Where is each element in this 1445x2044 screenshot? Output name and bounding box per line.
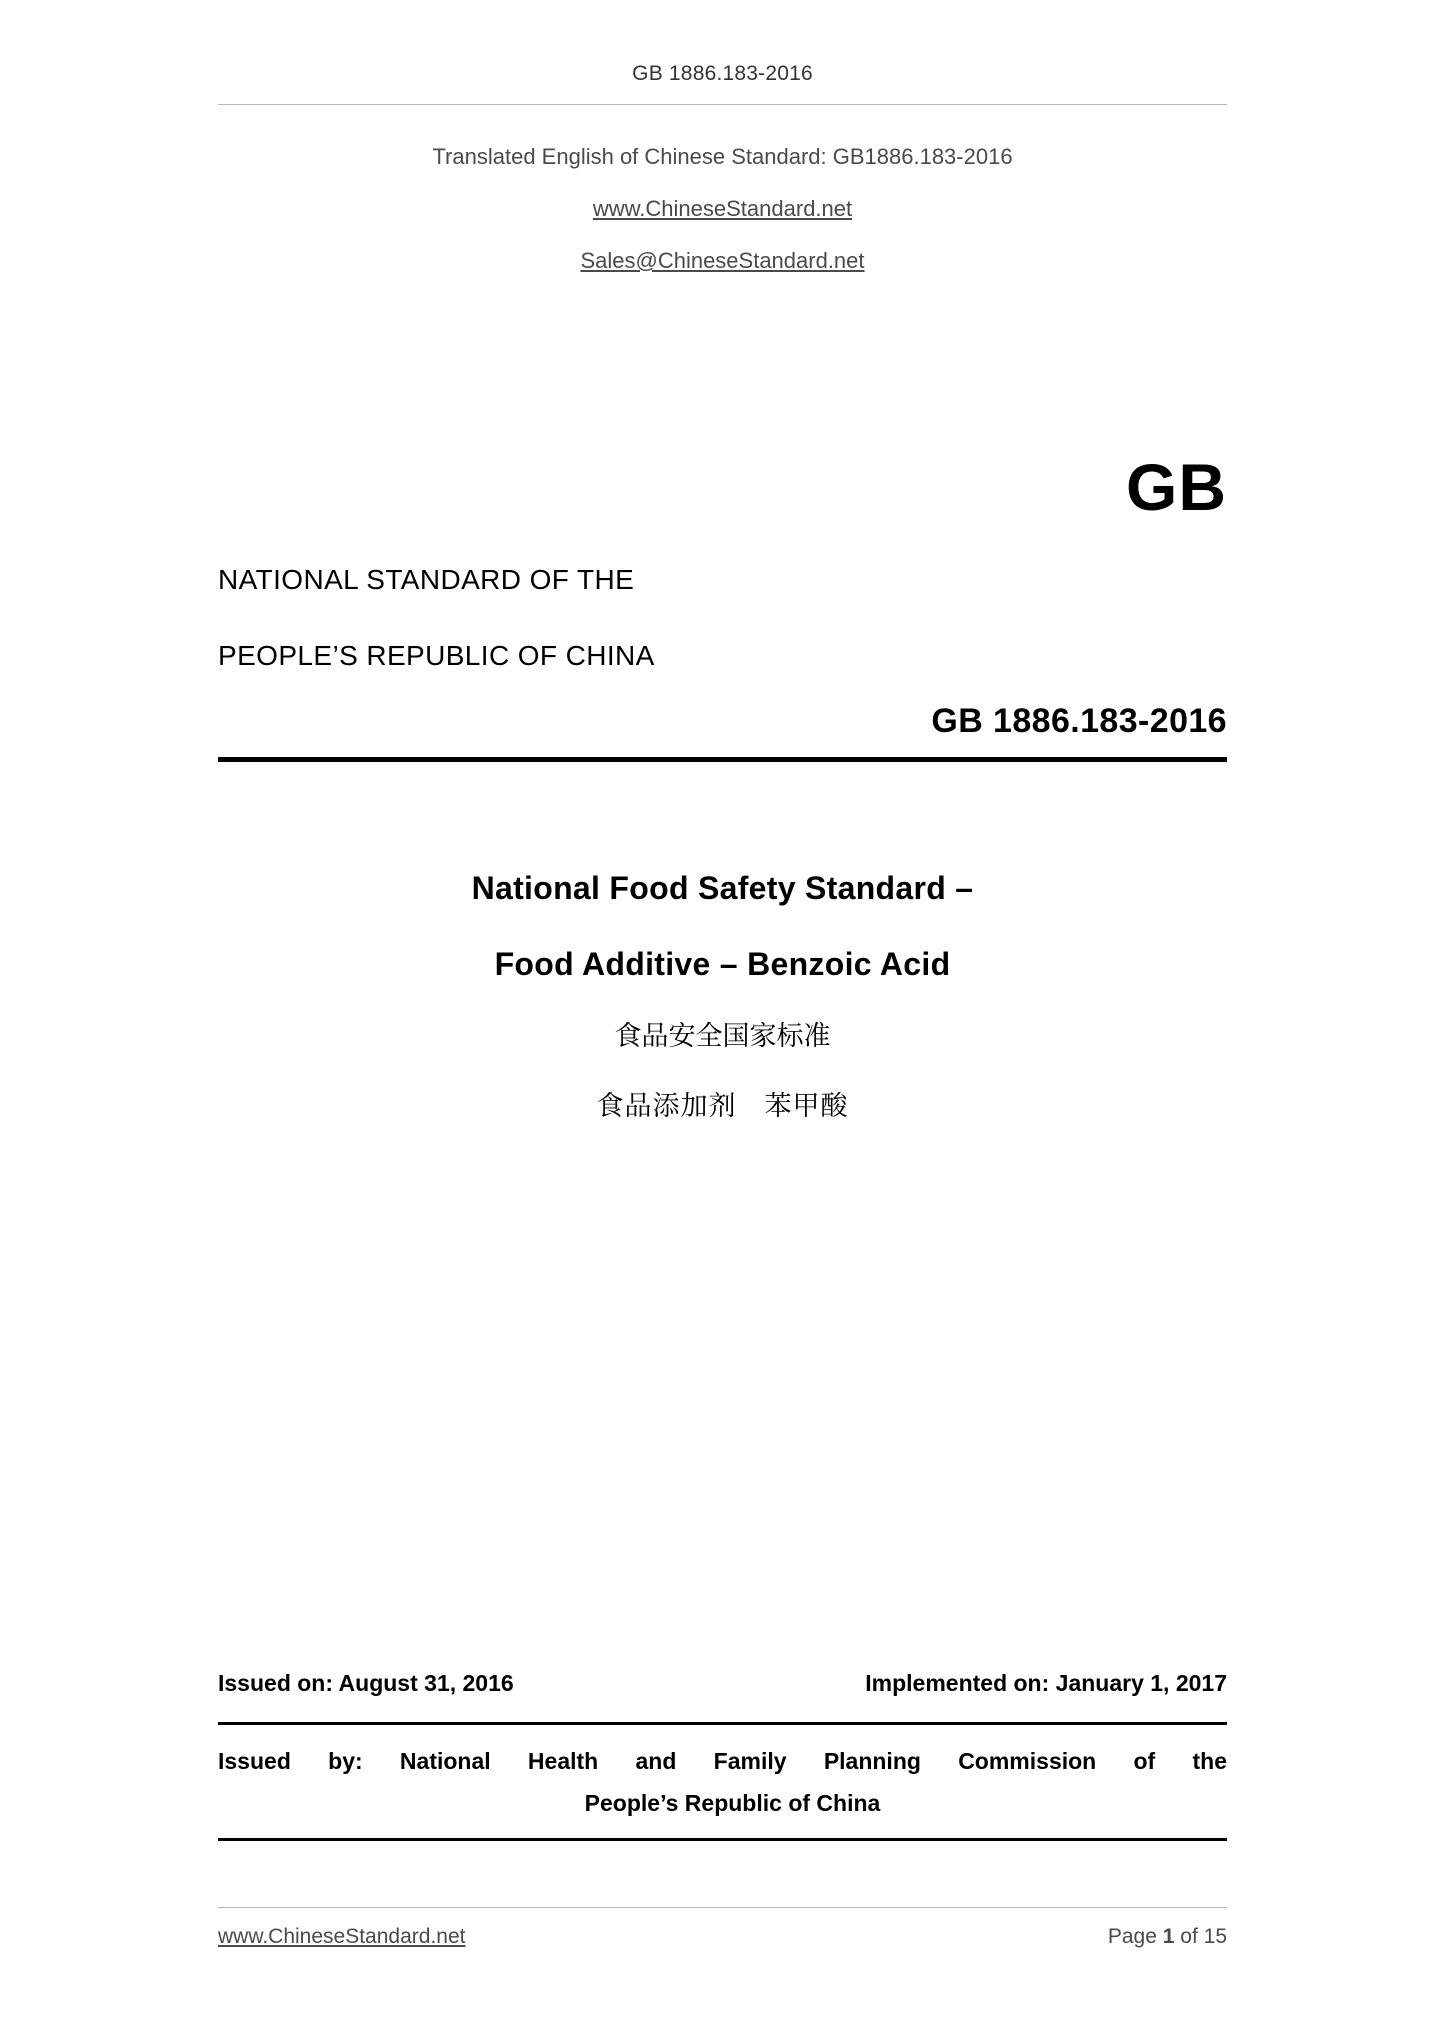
national-standard-line-1: NATIONAL STANDARD OF THE	[218, 564, 635, 595]
page-suffix-label: of 15	[1174, 1925, 1227, 1948]
standard-number: GB 1886.183-2016	[931, 702, 1227, 740]
issued-on-date: Issued on: August 31, 2016	[218, 1670, 514, 1696]
issue-dates-row	[218, 1670, 1227, 1711]
title-chinese-line-2: 食品添加剂 苯甲酸	[596, 1091, 849, 1122]
title-english-line-1: National Food Safety Standard –	[471, 870, 974, 906]
title-chinese-line-1: 食品安全国家标准	[614, 1021, 831, 1052]
translation-info-block	[218, 131, 1227, 287]
issued-by-block	[218, 1740, 1227, 1824]
document-header	[218, 0, 1227, 105]
footer-website-link[interactable]: www.ChineseStandard.net	[218, 1925, 466, 1948]
header-divider	[218, 104, 1227, 105]
national-standard-line-2: PEOPLE’S REPUBLIC OF CHINA	[218, 640, 655, 671]
issued-by-line-2: People’s Republic of China	[584, 1790, 881, 1816]
title-block	[218, 850, 1227, 1142]
page-number: 1	[1162, 1925, 1175, 1948]
implemented-on-date: Implemented on: January 1, 2017	[865, 1670, 1227, 1696]
footer-divider	[218, 1907, 1227, 1908]
page-footer	[218, 1925, 1227, 1949]
issued-by-divider	[218, 1838, 1227, 1841]
issue-divider	[218, 1722, 1227, 1725]
page-indicator	[1108, 1925, 1227, 1949]
issued-by-line-1: Issued by: National Health and Family Planning Commission of the	[218, 1748, 1227, 1774]
website-link-row	[218, 183, 1227, 235]
standard-divider	[218, 757, 1227, 762]
gb-logo-mark: GB	[1126, 450, 1227, 524]
page-content	[218, 0, 1227, 2044]
website-link[interactable]: www.ChineseStandard.net	[592, 196, 853, 221]
page-prefix-label: Page	[1107, 1925, 1163, 1948]
title-english-line-2: Food Additive – Benzoic Acid	[494, 946, 951, 982]
translated-title: Translated English of Chinese Standard: GB1886.183-2016	[432, 144, 1013, 169]
email-link-row	[218, 235, 1227, 287]
email-link[interactable]: Sales@ChineseStandard.net	[580, 248, 865, 273]
header-doc-code: GB 1886.183-2016	[632, 62, 813, 85]
